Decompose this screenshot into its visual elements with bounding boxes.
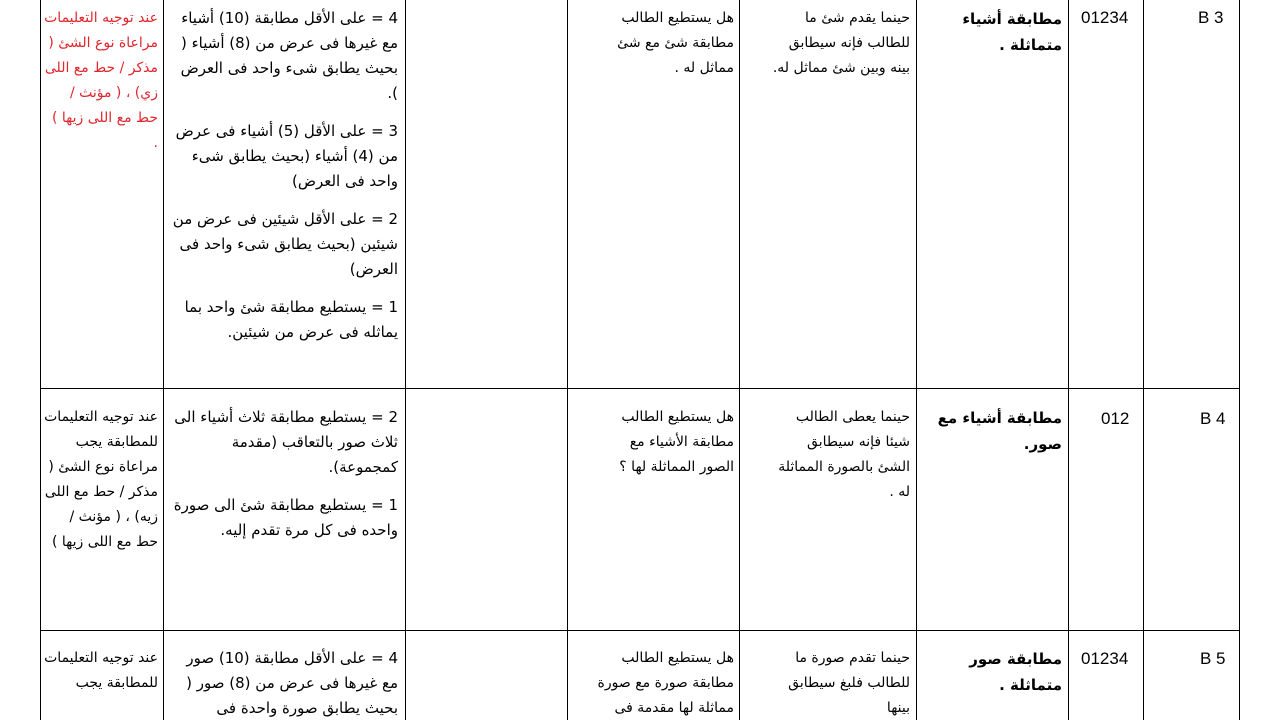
- row-divider: [40, 388, 1239, 389]
- notes-text: عند توجيه التعليمات للمطابقة يجب مراعاة نوع الشئ ( مذكر / حط مع اللى زيه) ، ( مؤنث / حط مع اللى زيها ): [44, 409, 158, 550]
- criteria-item: 2 = يستطيع مطابقة ثلاث أشياء الى ثلاث صور بالتعاقب (مقدمة كمجموعة).: [174, 408, 398, 476]
- column-divider: [163, 0, 164, 720]
- criteria-item: 4 = على الأقل مطابقة (10) أشياء مع غيرها فى عرض من (8) أشياء ( بحيث يطابق شىء واحد فى العرض ).: [180, 9, 398, 102]
- question-text: هل يستطيع الطالب مطابقة صورة مع صورة مماثلة لها مقدمة فى: [597, 650, 734, 716]
- skill-title: مطابقة أشياء متماثلة .: [962, 10, 1062, 54]
- criteria-list: [172, 646, 398, 720]
- score-options: 012: [1101, 409, 1130, 428]
- criteria-list: [172, 6, 398, 358]
- column-divider: [1143, 0, 1144, 720]
- skill-title: مطابقة صور متماثلة .: [969, 650, 1062, 694]
- criteria-list: [172, 405, 398, 556]
- item-code: B 5: [1200, 649, 1226, 668]
- column-divider: [916, 0, 917, 720]
- criteria-item: 1 = يستطيع مطابقة شئ واحد بما يماثله فى عرض من شيئين.: [184, 298, 398, 341]
- score-options: 01234: [1081, 649, 1129, 668]
- skill-title: مطابقة أشياء مع صور.: [937, 409, 1062, 453]
- notes-text: عند توجيه التعليمات مراعاة نوع الشئ ( مذكر / حط مع اللى زي) ، ( مؤنث / حط مع اللى زيها ) .: [44, 10, 158, 151]
- criteria-item: 4 = على الأقل مطابقة (10) صور مع غيرها فى عرض من (8) صور ( بحيث يطابق صورة واحدة فى: [186, 649, 398, 717]
- column-divider: [405, 0, 406, 720]
- table-border-left: [40, 0, 41, 720]
- criteria-item: 2 = على الأقل شيئين فى عرض من شيئين (بحيث يطابق شىء واحد فى العرض): [172, 210, 398, 278]
- score-options: 01234: [1081, 8, 1129, 27]
- criteria-item: 3 = على الأقل (5) أشياء فى عرض من (4) أشياء (بحيث يطابق شىء واحد فى العرض): [175, 122, 398, 190]
- situation-text: حينما يقدم شئ ما للطالب فإنه سيطابق بينه وبين شئ مماثل له.: [772, 10, 910, 76]
- criteria-item: 1 = يستطيع مطابقة شئ الى صورة واحده فى كل مرة تقدم إليه.: [173, 496, 398, 539]
- item-code: B 3: [1198, 8, 1224, 27]
- situation-text: حينما يعطى الطالب شيئا فإنه سيطابق الشئ بالصورة المماثلة له .: [778, 409, 910, 500]
- column-divider: [1068, 0, 1069, 720]
- column-divider: [739, 0, 740, 720]
- row-divider: [40, 630, 1239, 631]
- question-text: هل يستطيع الطالب مطابقة الأشياء مع الصور المماثلة لها ؟: [619, 409, 734, 475]
- notes-text: عند توجيه التعليمات للمطابقة يجب: [44, 650, 158, 691]
- table-border-right: [1239, 0, 1240, 720]
- item-code: B 4: [1200, 409, 1226, 428]
- situation-text: حينما تقدم صورة ما للطالب فلبغ سيطابق بينها: [788, 650, 910, 716]
- question-text: هل يستطيع الطالب مطابقة شئ مع شئ مماثل له .: [617, 10, 734, 76]
- column-divider: [567, 0, 568, 720]
